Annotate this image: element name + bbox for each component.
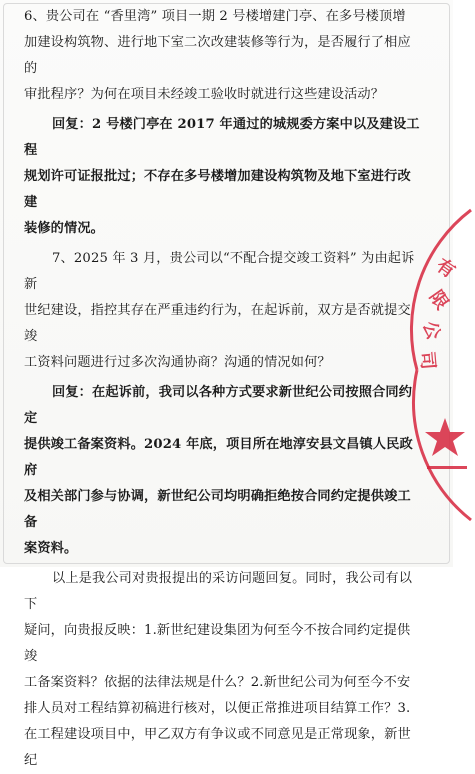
closing-paragraph: [24, 566, 420, 774]
question-7-line-3: 工资料问题进行过多次沟通协商？沟通的情况如何？: [24, 355, 331, 370]
document-body: [24, 4, 420, 774]
question-6-line-1: 6、贵公司在 “香里湾” 项目一期 2 号楼增建门亭、在多号楼顶增: [24, 9, 406, 24]
question-6-line-2: 加建设构筑物、进行地下室二次改建装修等行为，是否履行了相应的: [24, 35, 411, 76]
answer-7-line-3: 及相关部门参与协调，新世纪公司均明确拒绝按合同约定提供竣工备: [24, 489, 411, 530]
closing-line-5: 在工程建设项目中，甲乙双方有争议或不同意见是正常现象，新世纪: [24, 727, 411, 768]
answer-7-line-2: 提供竣工备案资料。2024 年底，项目所在地淳安县文昌镇人民政府: [24, 437, 413, 478]
answer-6: [24, 112, 420, 242]
svg-text:公: 公: [418, 318, 445, 343]
question-7-line-1: 7、2025 年 3 月，贵公司以“不配合提交竣工资料” 为由起诉新: [24, 251, 415, 292]
question-6-line-3: 审批程序？为何在项目未经竣工验收时就进行这些建设活动？: [24, 87, 385, 102]
company-seal: [411, 200, 475, 530]
svg-text:有: 有: [432, 254, 459, 283]
svg-text:限: 限: [424, 286, 453, 314]
answer-6-line-3: 装修的情况。: [24, 221, 105, 236]
question-7: [24, 246, 420, 376]
answer-7: [24, 380, 420, 562]
answer-7-line-1: 回复：在起诉前，我司以各种方式要求新世纪公司按照合同约定: [24, 385, 413, 426]
answer-6-line-1: 回复：2 号楼门亭在 2017 年通过的城规委方案中以及建设工程: [24, 117, 420, 158]
closing-line-4: 排人员对工程结算初稿进行核对，以便正常推进项目结算工作？3.: [24, 701, 411, 716]
closing-line-1: 以上是我公司对贵报提出的采访问题回复。同时，我公司有以下: [24, 571, 413, 612]
closing-line-2: 疑问，向贵报反映：1.新世纪建设集团为何至今不按合同约定提供竣: [24, 623, 411, 664]
svg-text:司: 司: [416, 350, 439, 371]
question-6: [24, 4, 420, 108]
question-7-line-2: 世纪建设，指控其存在严重违约行为，在起诉前，双方是否就提交竣: [24, 303, 411, 344]
closing-line-3: 工备案资料？依据的法律法规是什么？2.新世纪公司为何至今不安: [24, 675, 411, 690]
answer-6-line-2: 规划许可证报批过；不存在多号楼增加建设构筑物及地下室进行改建: [24, 169, 411, 210]
answer-7-line-4: 案资料。: [24, 541, 78, 556]
